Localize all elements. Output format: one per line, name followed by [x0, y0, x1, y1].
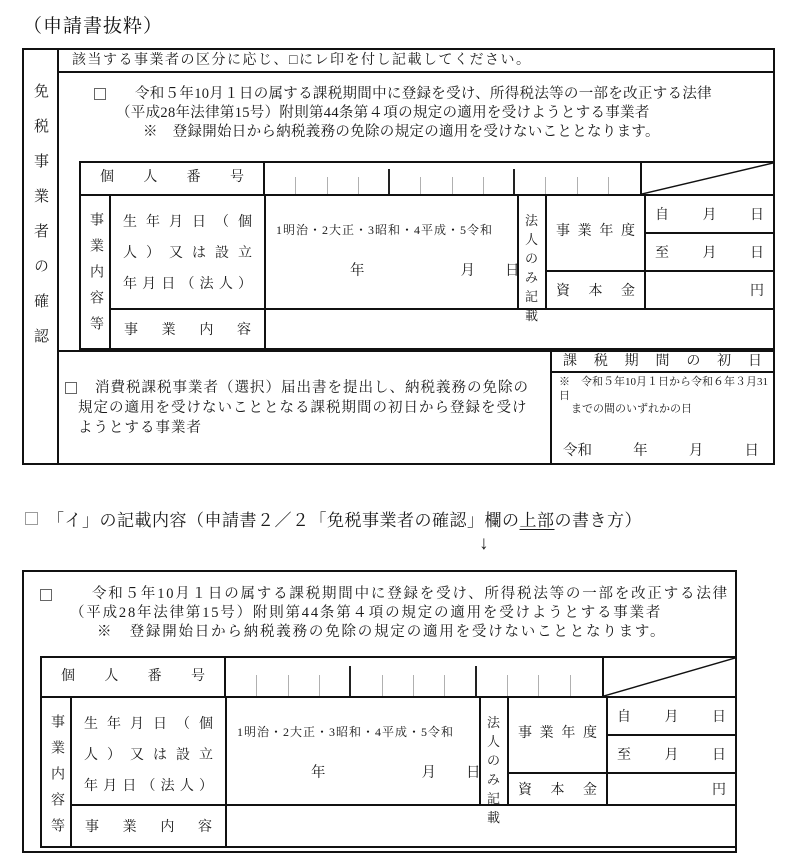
- yen-label: 円: [750, 284, 764, 299]
- day-label: 日: [750, 208, 764, 223]
- era-options: 1明治・2大正・3昭和・4平成・5令和: [276, 223, 494, 237]
- option-a-section: [59, 73, 773, 350]
- month-label: 月: [688, 442, 704, 459]
- example-line3: ※ 登録開始日から納税義務の免除の規定の適用を受けないこととなります。: [97, 624, 667, 640]
- fiscal-year-block: [547, 196, 773, 308]
- down-arrow-icon: ↓: [479, 533, 489, 554]
- day-label: 日: [466, 765, 481, 781]
- upper-part-example-table: [22, 570, 737, 853]
- heading-text-prefix: 「イ」の記載内容（申請書２／２「免税事業者の確認」欄の: [47, 511, 520, 530]
- option-b-line3: ようとする事業者: [78, 420, 202, 436]
- option-b-line1: 消費税課税事業者（選択）届出書を提出し、納税義務の免除の: [95, 380, 529, 396]
- personal-number-row: [42, 658, 735, 698]
- to-label: 至: [617, 748, 631, 763]
- business-description-label: 事業内容: [111, 310, 266, 348]
- example-checkbox[interactable]: [40, 589, 52, 601]
- business-details-rows: [42, 698, 735, 846]
- heading-text-suffix: の書き方）: [554, 511, 642, 530]
- digit-slot: [508, 658, 539, 696]
- corporation-only-label: 法人 のみ 記載: [517, 196, 547, 308]
- applicant-details-table: [79, 161, 773, 350]
- birthdate-label: 生年月日（個 人）又は設立 年月日（法人）: [111, 196, 266, 308]
- business-description-label: 事業内容: [72, 806, 227, 846]
- digit-slot: [289, 658, 320, 696]
- business-details-side-column: [42, 698, 72, 846]
- option-a-checkbox[interactable]: [94, 88, 106, 100]
- day-label: 日: [712, 710, 726, 725]
- diagonal-blank-cell: [640, 163, 773, 194]
- digit-slot: [609, 163, 640, 194]
- page-title: （申請書抜粋）: [23, 16, 164, 37]
- digit-slot: [539, 658, 570, 696]
- option-b-line2: 規定の適用を受けないこととなる課税期間の初日から登録を受け: [78, 400, 528, 416]
- capital-label: 資本金: [509, 774, 608, 804]
- digit-slot: [226, 658, 257, 696]
- instruction-row: 該当する事業者の区分に応じ、□にレ印を付し記載してください。: [59, 50, 773, 73]
- fiscal-year-to-field[interactable]: [646, 234, 773, 270]
- digit-slot: [296, 163, 327, 194]
- digit-slot: [515, 163, 546, 194]
- heading-text-underlined: 上部: [519, 511, 555, 530]
- digit-slot: [453, 163, 484, 194]
- birthdate-row: [72, 698, 735, 825]
- example-paragraph: [24, 572, 735, 656]
- taxable-period-first-day-title: 課税期間の初日: [552, 352, 773, 373]
- option-b-checkbox[interactable]: [65, 382, 77, 394]
- digit-slot: [578, 163, 609, 194]
- month-label: 月: [702, 208, 717, 223]
- day-label: 日: [750, 246, 764, 261]
- birthdate-label: 生年月日（個 人）又は設立 年月日（法人）: [72, 698, 227, 804]
- day-label: 日: [505, 263, 520, 279]
- fiscal-year-label: 事業年度: [509, 698, 608, 772]
- business-details-side-column: [81, 196, 111, 348]
- taxable-period-note: ※ 令和５年10月１日から令和６年３月31日 までの間のいずれかの日: [559, 376, 768, 415]
- digit-slot: [383, 658, 414, 696]
- digit-slot: [477, 658, 508, 696]
- option-a-line2: （平成28年法律第15号）附則第44条第４項の規定の適用を受けようとする事業者: [116, 105, 650, 121]
- taxable-period-first-day-box: [550, 352, 773, 463]
- business-details-rows: [81, 196, 773, 348]
- year-label: 年: [633, 442, 648, 459]
- capital-field[interactable]: [646, 272, 773, 308]
- birthdate-field[interactable]: [227, 698, 479, 804]
- birthdate-field[interactable]: [266, 196, 520, 308]
- month-label: 月: [702, 246, 717, 261]
- date-line: [227, 761, 479, 782]
- fiscal-year-to-field[interactable]: [608, 736, 735, 772]
- option-a-paragraph: [59, 73, 773, 161]
- example-line2: （平成28年法律第15号）附則第44条第４項の規定の適用を受けようとする事業者: [70, 605, 663, 621]
- business-details-side-label: 事業内容等: [49, 714, 64, 844]
- digit-slot-group-separator: [445, 658, 476, 696]
- digit-slot: [414, 658, 445, 696]
- yen-label: 円: [712, 783, 726, 798]
- business-details-side-label: 事業内容等: [88, 212, 103, 342]
- month-label: 月: [460, 263, 475, 279]
- business-description-field[interactable]: [227, 806, 735, 846]
- taxable-period-date-field[interactable]: [552, 439, 773, 460]
- month-label: 月: [421, 765, 436, 781]
- exemption-confirmation-table: [22, 48, 775, 465]
- digit-slot: [265, 163, 296, 194]
- year-label: 年: [311, 765, 326, 781]
- digit-slot: [351, 658, 382, 696]
- personal-number-field[interactable]: [226, 658, 602, 696]
- digit-slot: [571, 658, 602, 696]
- personal-number-row: [81, 163, 773, 196]
- corporation-only-label: 法人 のみ 記載: [479, 698, 509, 804]
- fiscal-year-block: [509, 698, 735, 804]
- side-column-exemption-confirmation: [24, 50, 59, 463]
- digit-slot: [257, 658, 288, 696]
- business-description-row: [72, 806, 735, 846]
- capital-field[interactable]: [608, 774, 735, 804]
- business-description-field[interactable]: [266, 310, 773, 348]
- fiscal-year-from-field[interactable]: [646, 196, 773, 234]
- option-b-paragraph: [59, 352, 550, 463]
- to-label: 至: [655, 246, 669, 261]
- birthdate-row: [111, 196, 773, 323]
- diagonal-line: [642, 163, 773, 194]
- digit-slot-group-separator: [320, 658, 351, 696]
- heading-checkbox[interactable]: [25, 512, 38, 525]
- option-b-section: [59, 350, 773, 463]
- section-heading: [25, 506, 642, 531]
- table1-main: [59, 50, 773, 463]
- capital-label: 資本金: [547, 272, 646, 308]
- day-label: 日: [712, 748, 726, 763]
- era-options: 1明治・2大正・3昭和・4平成・5令和: [237, 725, 455, 739]
- diagonal-line: [604, 658, 735, 696]
- example-line1: 令和５年10月１日の属する課税期間中に登録を受け、所得税法等の一部を改正する法律: [92, 586, 729, 602]
- year-label: 年: [350, 263, 365, 279]
- digit-slot: [390, 163, 421, 194]
- digit-slot-group-separator: [359, 163, 390, 194]
- from-label: 自: [617, 710, 631, 725]
- era-label: 令和: [563, 442, 592, 459]
- month-label: 月: [664, 710, 679, 725]
- option-a-line3: ※ 登録開始日から納税義務の免除の規定の適用を受けないこととなります。: [143, 124, 660, 140]
- fiscal-year-label: 事業年度: [547, 196, 646, 270]
- personal-number-field[interactable]: [265, 163, 640, 194]
- personal-number-label: 個人番号: [42, 658, 226, 696]
- option-a-line1: 令和５年10月１日の属する課税期間中に登録を受け、所得税法等の一部を改正する法律: [135, 86, 712, 102]
- business-description-row: [111, 310, 773, 348]
- day-label: 日: [744, 442, 759, 459]
- from-label: 自: [655, 208, 669, 223]
- applicant-details-table-example: [40, 656, 735, 848]
- date-line: [266, 259, 520, 280]
- side-label: 免税事業者の確認: [32, 83, 48, 363]
- month-label: 月: [664, 748, 679, 763]
- digit-slot: [546, 163, 577, 194]
- diagonal-blank-cell: [602, 658, 735, 696]
- digit-slot-group-separator: [484, 163, 515, 194]
- digit-slot: [328, 163, 359, 194]
- digit-slot: [421, 163, 452, 194]
- fiscal-year-from-field[interactable]: [608, 698, 735, 736]
- personal-number-label: 個人番号: [81, 163, 265, 194]
